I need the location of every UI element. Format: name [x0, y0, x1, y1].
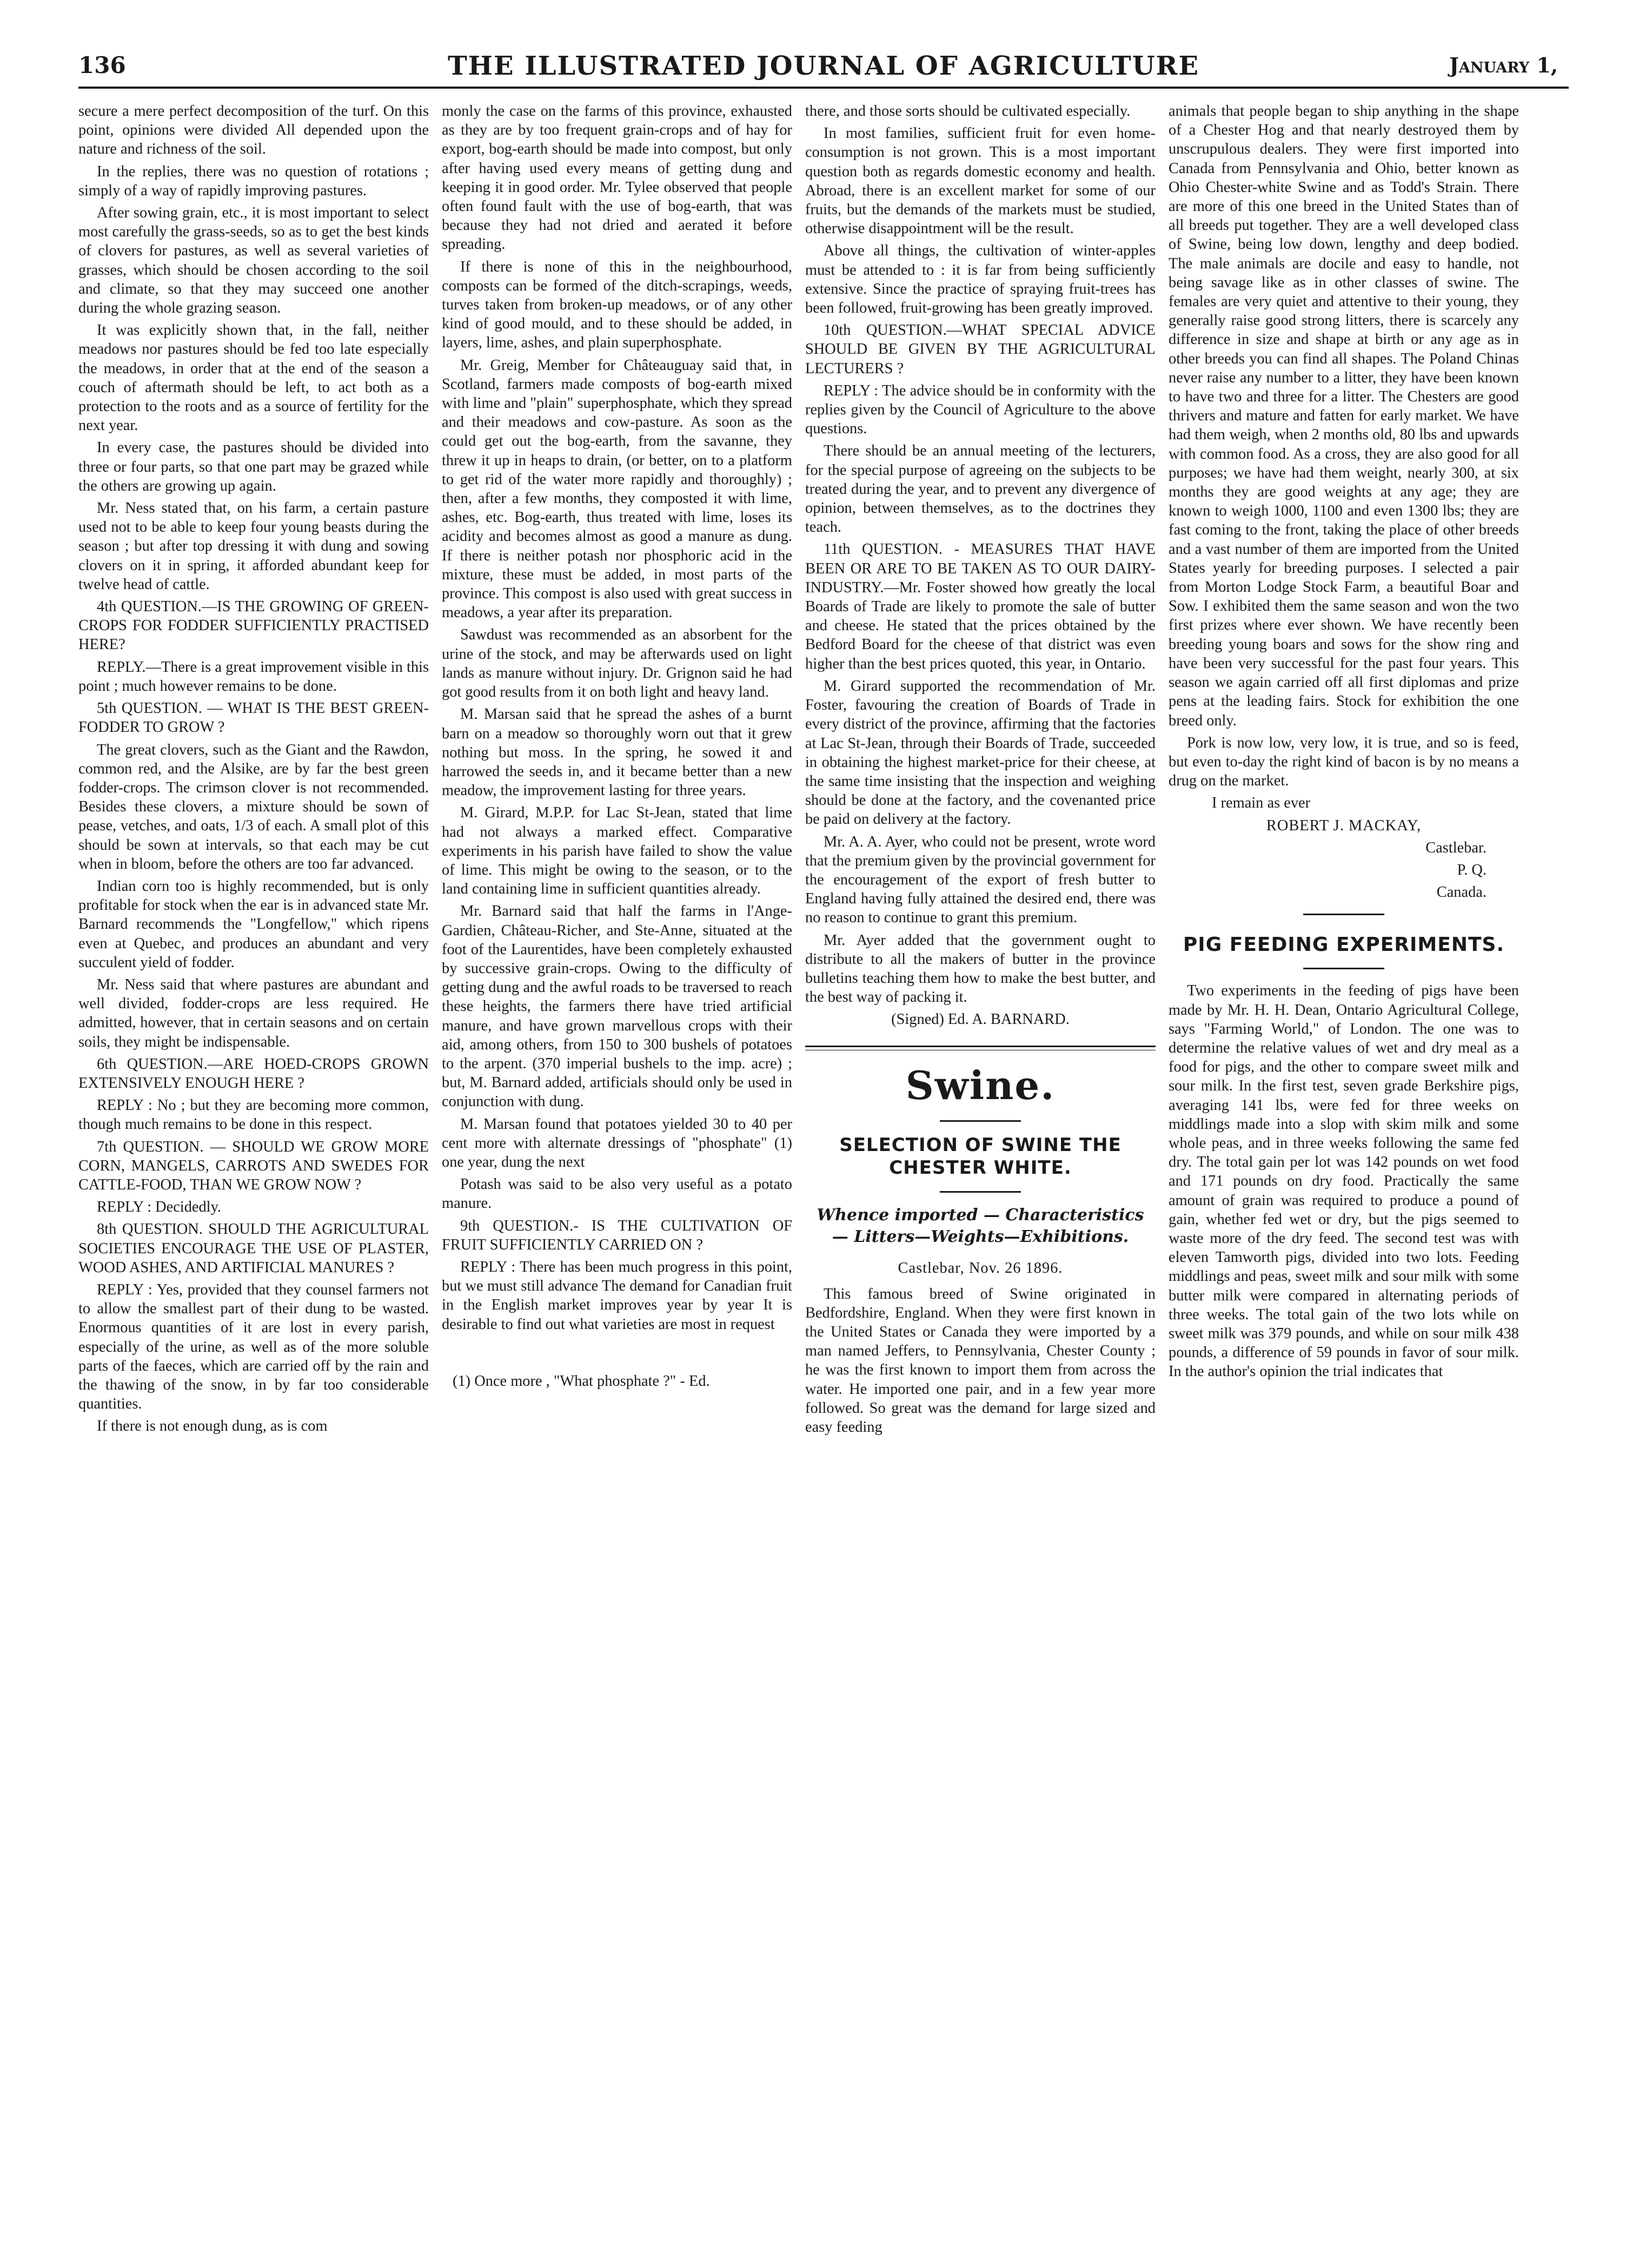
letter-address-line: Castlebar.: [1425, 839, 1487, 856]
paragraph: monly the case on the farms of this province, exhausted as they are by too frequent grain-crops and of hay for export, bog-earth should be made into compost, but only after having used every means of getting dung and keeping it in good order. Mr. Tylee observed that people often found fault with the use of bog-earth, that was because they had not dried and aerated it before spreading.: [442, 103, 792, 253]
paragraph: There should be an annual meeting of the lecturers, for the special purpose of agreeing on the subjects to be treated during the year, and to prevent any divergence of opinion, between themselves, as to the doctrines they teach.: [805, 442, 1156, 536]
paragraph: 11th QUESTION. - MEASURES THAT HAVE BEEN OR ARE TO BE TAKEN AS TO OUR DAIRY-INDUSTRY.—Mr. Foster showed how greatly the local Boards of Trade are likely to promote the sale of butter and cheese. He stated that the prices obtained by the Bedford Board for the cheese of that district was even higher than the best prices quoted, this year, in Ontario.: [805, 541, 1156, 672]
paragraph: Two experiments in the feeding of pigs have been made by Mr. H. H. Dean, Ontario Agricultural College, says "Farming World," of London. The one was to determine the relative values of wet and dry meal as a food for pigs, and the other to compare sweet milk and sour milk. In the first test, seven grade Berkshire pigs, averaging 141 lbs, were fed for three weeks on middlings made into a slop with skim milk and some whole peas, and in three weeks following the same fed dry. The total gain per lot was 142 pounds on wet food and 171 pounds on dry food. Practically the same amount of grain was required to produce a pound of gain, whether fed wet or dry, but the pigs seemed to waste more of the dry feed. The second test was with eleven Tamworth pigs, divided into two lots. Feeding middlings and peas, sweet milk and sour milk with some butter milk were compared in alternating periods of three weeks. The total gain of the two lots while on sweet milk was 379 pounds, and while on sour milk 438 pounds, a difference of 59 pounds in favor of sour milk. In the author's opinion the trial indicates that: [1169, 982, 1519, 1380]
column-3: [805, 102, 1156, 2200]
paragraph: Mr. Ness said that where pastures are abundant and well divided, fodder-crops are less required. He admitted, however, that in certain seasons and on certain soils, they might be indispensable.: [78, 976, 429, 1050]
column-2: [442, 102, 792, 2200]
paragraph: secure a mere perfect decomposition of the turf. On this point, opinions were divided All depended upon the nature and richness of the soil.: [78, 103, 429, 158]
issue-date: January 1,: [1449, 53, 1558, 77]
paragraph: The great clovers, such as the Giant and the Rawdon, common red, and the Alsike, are by far the best green fodder-crops. The crimson clover is not recommended. Besides these clovers, a mixture should be sown of pease, vetches, and oats, 1/3 of each. A small plot of this should be sown at intervals, so that each may be cut when in bloom, before the others are too far advanced.: [78, 741, 429, 872]
paragraph: 7th QUESTION. — SHOULD WE GROW MORE CORN, MANGELS, CARROTS AND SWEDES FOR CATTLE-FOOD, THAN WE GROW NOW ?: [78, 1138, 429, 1193]
title-rule: [1303, 968, 1384, 969]
title-rule: [940, 1191, 1021, 1193]
paragraph: If there is not enough dung, as is com: [97, 1418, 328, 1435]
paragraph: animals that people began to ship anything in the shape of a Chester Hog and that nearly destroyed them by unscrupulous dealers. They were first imported into Canada from Pennsylvania and Ohio, better known as Ohio Chester-white Swine and as Todd's Strain. There are more of this one breed in the United States than of all breeds put together. They are a well developed class of Swine, being low down, lengthy and deep bodied. The male animals are docile and easy to handle, not being savage like as in other classes of swine. The females are very quiet and attentive to their young, they generally raise good strong litters, there is scarcely any difference in size and shape at birth or any age as in other breeds you can find all shapes. The Poland Chinas never raise any number to a litter, they have been known to have two and three for a litter. The Chesters are good thrivers and mature and fatten for early market. We have had them weigh, when 2 months old, 80 lbs and upwards with common food. As a cross, they are also good for all purposes; we have had them weight, nearly 300, at six months they are good weights at any age; they are known to weigh 1000, 1100 and even 1300 lbs; they are fast coming to the front, taking the place of other breeds and a vast number of them are imported from the United States yearly for breeding purposes. I selected a pair from Morton Lodge Stock Farm, a beautiful Boar and Sow. I exhibited them the same season and won the two first prizes where ever shown. We have recently been breeding young boars and sows for the show ring and have been very successful for the past four years. This season we again carried off all first diplomas and prize pens at the leading fairs. Stock for exhibition the one breed only.: [1169, 103, 1519, 729]
page-header: [78, 49, 1569, 89]
letter-closing: I remain as ever: [1212, 795, 1311, 812]
paragraph: REPLY : Yes, provided that they counsel farmers not to allow the smallest part of their dung to be wasted. Enormous quantities of it are lost in every parish, especially of the urine, as well as of the more soluble parts of the faeces, which are carried off by the rain and the thawing of the snow, in by far too considerable quantities.: [78, 1281, 429, 1413]
signature-line: (Signed) Ed. A. BARNARD.: [891, 1011, 1070, 1028]
paragraph: In most families, sufficient fruit for even home-consumption is not grown. This is a most important question both as regards domestic economy and health. Abroad, there is an excellent market for some of our fruits, but the demands of the markets must be studied, otherwise disappointment will be the result.: [805, 125, 1156, 237]
section-divider: [805, 1046, 1156, 1050]
paragraph: Pork is now low, very low, it is true, and so is feed, but even to-day the right kind of bacon is by no means a drug on the market.: [1169, 734, 1519, 790]
paragraph: there, and those sorts should be cultivated especially.: [805, 103, 1131, 120]
letter-address-line: P. Q.: [1457, 861, 1487, 878]
paragraph: REPLY.—There is a great improvement visible in this point ; much however remains to be done.: [78, 658, 429, 695]
paragraph: Sawdust was recommended as an absorbent for the urine of the stock, and may be afterwards used on light lands as manure without injury. Dr. Grignon said he had got good results from it on both light and heavy land.: [442, 626, 792, 701]
paragraph: Mr. Ness stated that, on his farm, a certain pasture used not to be able to keep four young beasts during the season ; but after top dressing it with dung and sowing clovers on it in spring, it afforded abundant keep for twelve head of cattle.: [78, 500, 429, 593]
paragraph: REPLY : The advice should be in conformity with the replies given by the Council of Agriculture to the above questions.: [805, 382, 1156, 438]
section-rule: [1303, 914, 1384, 915]
paragraph: Mr. Ayer added that the government ought to distribute to all the makers of butter in the province bulletins teaching them how to make the best butter, and the best way of packing it.: [805, 931, 1156, 1006]
paragraph: After sowing grain, etc., it is most important to select most carefully the grass-seeds, so as to get the best kinds of clovers for pastures, as well as several varieties of grasses, which should be chosen according to the soil and climate, so that they may succeed one another during the whole grazing season.: [78, 204, 429, 317]
paragraph: It was explicitly shown that, in the fall, neither meadows nor pastures should be fed too late especially the meadows, in order that at the end of the season a couch of aftermath should be left, to act both as a protection to the roots and as a source of fertility for the next year.: [78, 322, 429, 434]
paragraph: 5th QUESTION. — WHAT IS THE BEST GREEN-FODDER TO GROW ?: [78, 700, 429, 736]
page-number: 136: [78, 52, 126, 78]
paragraph: Mr. Greig, Member for Châteauguay said that, in Scotland, farmers made composts of bog-earth mixed with lime and "plain" superphosphate, which they spread and their meadows and cow-pasture. As soon as the could get out the bog-earth, from the savanne, they threw it up in heaps to drain, (or better, on to a platform to get rid of the water more rapidly and thoroughly) ; then, after a few months, they composted it with lime, ashes, etc. Bog-earth, thus treated with lime, loses its acidity and becomes almost as good a manure as dung. If there is neither potash nor phosphoric acid in the mixture, these must be added, in most parts of the province. This compost is also used with great success in meadows, a year after its preparation.: [442, 356, 792, 621]
paragraph: REPLY : Decidedly.: [97, 1199, 222, 1216]
article-dateline: Castlebar, Nov. 26 1896.: [898, 1259, 1063, 1277]
paragraph: Mr. Barnard said that half the farms in l'Ange-Gardien, Château-Richer, and Ste-Anne, situated at the foot of the Laurentides, have been completely exhausted by successive grain-crops. Owing to the difficulty of getting dung and the awful roads to be traversed to reach these heights, the farmers there have tried artificial manure, and have grown marvellous crops with their aid, among others, from 150 to 300 bushels of potatoes to the arpent. (370 imperial bushels to the imp. acre) ; but, M. Barnard added, artificials should only be used in conjunction with dung.: [442, 903, 792, 1110]
paragraph: REPLY : No ; but they are becoming more common, though much remains to be done in this respect.: [78, 1097, 429, 1133]
paragraph: M. Girard, M.P.P. for Lac St-Jean, stated that lime had not always a marked effect. Comparative experiments in his parish have failed to show the value of lime. This might be owing to the season, or to the land containing lime in sufficient quantities already.: [442, 804, 792, 898]
article-columns: [78, 102, 1569, 2200]
column-4: [1169, 102, 1519, 2200]
footnote: (1) Once more , "What phosphate ?" - Ed.: [453, 1372, 710, 1390]
paragraph: 4th QUESTION.—IS THE GROWING OF GREEN-CROPS FOR FODDER SUFFICIENTLY PRACTISED HERE?: [78, 598, 429, 653]
paragraph: This famous breed of Swine originated in Bedfordshire, England. When they were first known in the United States or Canada they were imported by a man named Jeffers, to Pennsylvania, Chester County ; he was the first known to import them from across the water. He imported one pair, and in a few year more followed. So great was the demand for large sized and easy feeding: [805, 1285, 1156, 1436]
paragraph: M. Marsan found that potatoes yielded 30 to 40 per cent more with alternate dressings of "phosphate" (1) one year, dung the next: [442, 1115, 792, 1171]
paragraph: 6th QUESTION.—ARE HOED-CROPS GROWN EXTENSIVELY ENOUGH HERE ?: [78, 1055, 429, 1092]
article-title: SELECTION OF SWINE THE CHESTER WHITE.: [839, 1134, 1122, 1179]
column-1: [78, 102, 429, 2200]
paragraph: REPLY : There has been much progress in this point, but we must still advance The demand for Canadian fruit in the English market improves year by year It is desirable to find out what varieties are most in request: [442, 1258, 792, 1333]
letter-address-line: Canada.: [1436, 884, 1487, 901]
paragraph: Potash was said to be also very useful as a potato manure.: [442, 1176, 792, 1212]
paragraph: M. Marsan said that he spread the ashes of a burnt barn on a meadow so thoroughly worn out that it grew nothing but moss. In the spring, he sowed it and harrowed the seeds in, and it became better than a new meadow, the improvement lasting for three years.: [442, 706, 792, 799]
paragraph: 8th QUESTION. SHOULD THE AGRICULTURAL SOCIETIES ENCOURAGE THE USE OF PLASTER, WOOD ASHES, AND ARTIFICIAL MANURES ?: [78, 1221, 429, 1276]
paragraph: M. Girard supported the recommendation of Mr. Foster, favouring the creation of Boards of Trade in every district of the province, affirming that the factories at Lac St-Jean, through their Boards of Trade, succeeded in obtaining the highest market-price for their cheese, at the same time insisting that the inspection and weighing should be done at the factory, and the covenanted price be paid on delivery at the factory.: [805, 677, 1156, 828]
paragraph: 9th QUESTION.- IS THE CULTIVATION OF FRUIT SUFFICIENTLY CARRIED ON ?: [442, 1217, 792, 1253]
paragraph: If there is none of this in the neighbourhood, composts can be formed of the ditch-scrapings, weeds, turves taken from broken-up meadows, or of any other kind of good mould, and to these should be added, in layers, lime, ashes, and plain superphosphate.: [442, 258, 792, 352]
letter-signature: ROBERT J. MACKAY,: [1266, 817, 1422, 834]
paragraph: Mr. A. A. Ayer, who could not be present, wrote word that the premium given by the provincial government for the encouragement of the export of fresh butter to England having fully attained the desired end, there was no reason to continue to grant this premium.: [805, 833, 1156, 927]
heading-rule: [940, 1120, 1021, 1122]
article-title: PIG FEEDING EXPERIMENTS.: [1183, 934, 1505, 956]
section-heading: Swine.: [905, 1062, 1056, 1108]
paragraph: In the replies, there was no question of rotations ; simply of a way of rapidly improving pastures.: [78, 163, 429, 199]
paragraph: In every case, the pastures should be divided into three or four parts, so that one part may be grazed while the others are growing up again.: [78, 439, 429, 494]
paragraph: 10th QUESTION.—WHAT SPECIAL ADVICE SHOULD BE GIVEN BY THE AGRICULTURAL LECTURERS ?: [805, 322, 1156, 377]
journal-title: THE ILLUSTRATED JOURNAL OF AGRICULTURE: [447, 51, 1200, 81]
paragraph: Indian corn too is highly recommended, but is only profitable for stock when the ear is in advanced state Mr. Barnard recommends the "Longfellow," which ripens even at Quebec, and produces an abundant and very succulent yield of fodder.: [78, 877, 429, 971]
paragraph: Above all things, the cultivation of winter-apples must be attended to : it is far from being sufficiently extensive. Since the practice of spraying fruit-trees has been followed, fruit-growing has been greatly improved.: [805, 242, 1156, 317]
article-subtitle: Whence imported — Characteristics — Litters—Weights—Exhibitions.: [817, 1205, 1144, 1246]
